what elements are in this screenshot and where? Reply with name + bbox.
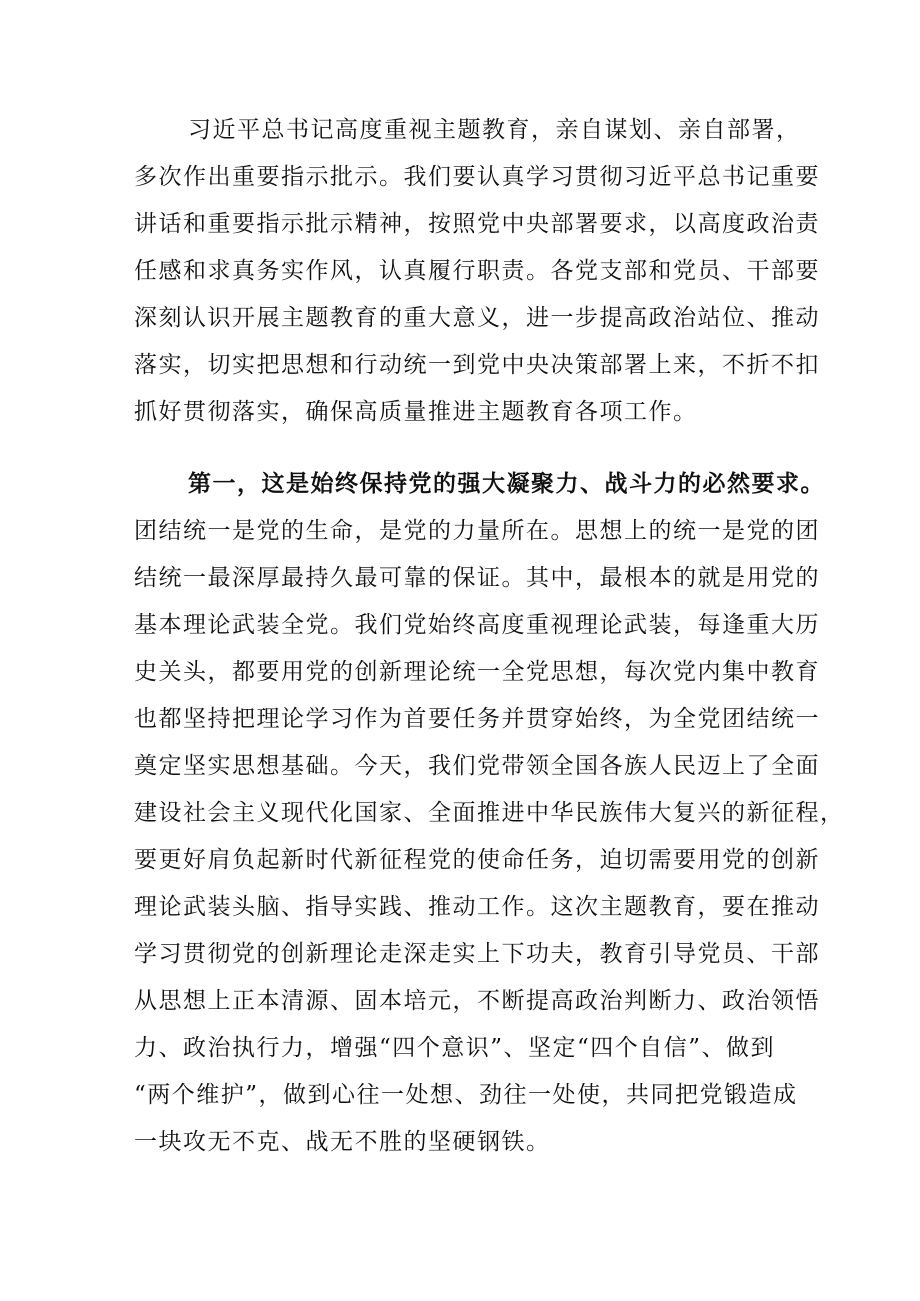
paragraph-line: 史关头，都要用党的创新理论统一全党思想，每次党内集中教育 xyxy=(134,659,820,685)
paragraph-line: 抓好贯彻落实，确保高质量推进主题教育各项工作。 xyxy=(134,399,698,425)
paragraph-line: 理论武装头脑、指导实践、推动工作。这次主题教育，要在推动 xyxy=(134,894,820,920)
paragraph-line: 讲话和重要指示批示精神，按照党中央部署要求，以高度政治责 xyxy=(134,211,820,237)
paragraph-line: 从思想上正本清源、固本培元，不断提高政治判断力、政治领悟 xyxy=(134,988,820,1014)
paragraph-line: 建设社会主义现代化国家、全面推进中华民族伟大复兴的新征程， xyxy=(134,800,845,826)
paragraph-line: 团结统一是党的生命，是党的力量所在。思想上的统一是党的团 xyxy=(134,518,820,544)
paragraph-line: 深刻认识开展主题教育的重大意义，进一步提高政治站位、推动 xyxy=(134,305,820,331)
paragraph-line: 也都坚持把理论学习作为首要任务并贯穿始终，为全党团结统一 xyxy=(134,706,820,732)
paragraph-line: 多次作出重要指示批示。我们要认真学习贯彻习近平总书记重要 xyxy=(134,164,820,190)
paragraph-line: 习近平总书记高度重视主题教育，亲自谋划、亲自部署， xyxy=(188,117,801,143)
paragraph-line: 任感和求真务实作风，认真履行职责。各党支部和党员、干部要 xyxy=(134,258,820,284)
paragraph-line: 奠定坚实思想基础。今天，我们党带领全国各族人民迈上了全面 xyxy=(134,753,820,779)
paragraph-line: 学习贯彻党的创新理论走深走实上下功夫，教育引导党员、干部 xyxy=(134,941,820,967)
paragraph-line: 基本理论武装全党。我们党始终高度重视理论武装，每逢重大历 xyxy=(134,612,820,638)
paragraph-line: “两个维护”，做到心往一处想、劲往一处使，共同把党锻造成 xyxy=(134,1082,798,1108)
paragraph-line: 力、政治执行力，增强“四个意识”、坚定“四个自信”、做到 xyxy=(134,1035,776,1061)
paragraph-line: 结统一最深厚最持久最可靠的保证。其中，最根本的就是用党的 xyxy=(134,565,820,591)
section-heading: 第一，这是始终保持党的强大凝聚力、战斗力的必然要求。 xyxy=(188,470,825,497)
paragraph-line: 一块攻无不克、战无不胜的坚硬钢铁。 xyxy=(134,1129,551,1155)
paragraph-line: 落实，切实把思想和行动统一到党中央决策部署上来，不折不扣 xyxy=(134,352,820,378)
paragraph-line: 要更好肩负起新时代新征程党的使命任务，迫切需要用党的创新 xyxy=(134,847,820,873)
